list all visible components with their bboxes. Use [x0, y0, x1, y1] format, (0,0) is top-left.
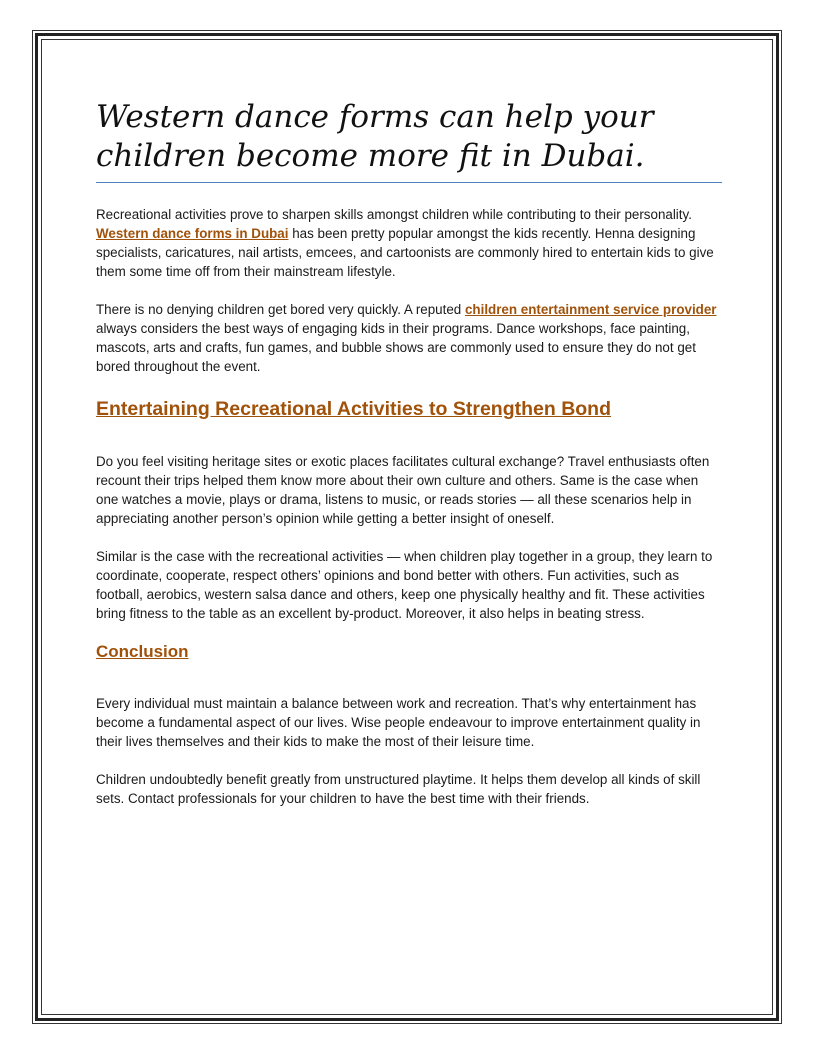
document-body	[96, 98, 722, 808]
western-dance-link[interactable]: Western dance forms in Dubai	[96, 226, 289, 241]
document-title: Western dance forms can help your children become more fit in Dubai.	[96, 98, 722, 183]
boredom-paragraph	[96, 300, 722, 376]
closing-paragraph: Children undoubtedly benefit greatly from unstructured playtime. It helps them develop all kinds of skill sets. Contact professionals for your children to have the best time with their friends.	[96, 772, 701, 806]
heritage-paragraph: Do you feel visiting heritage sites or exotic places facilitates cultural exchange? Travel enthusiasts often recount their trips helped them know more about their own culture and others. Same is the case when one watches a movie, plays or drama, listens to music, or reads stories — all these scenarios help in appreciating another person’s opinion while getting a better insight of oneself.	[96, 454, 710, 526]
recreational-paragraph: Similar is the case with the recreational activities — when children play together in a group, they learn to coordinate, cooperate, respect others’ opinions and bond better with others. Fun activities, such as football, aerobics, western salsa dance and others, keep one physically healthy and fit. These activities bring fitness to the table as an excellent by-product. Moreover, it also helps in beating stress.	[96, 549, 713, 621]
boredom-text-after: always considers the best ways of engaging kids in their programs. Dance workshops, face painting, mascots, arts and crafts, fun games, and bubble shows are commonly used to ensure they do not get bored throughout the event.	[96, 321, 696, 374]
intro-text-after: has been pretty popular amongst the kids recently. Henna designing specialists, caricatures, nail artists, emcees, and cartoonists are commonly hired to entertain kids to give them some time off from their mainstream lifestyle.	[96, 226, 714, 279]
entertainment-provider-link[interactable]: children entertainment service provider	[464, 302, 717, 317]
section-heading-recreational: Entertaining Recreational Activities to Strengthen Bond	[96, 398, 612, 420]
intro-text-before: Recreational activities prove to sharpen skills amongst children while contributing to their personality.	[96, 207, 692, 222]
balance-paragraph: Every individual must maintain a balance between work and recreation. That’s why entertainment has become a fundamental aspect of our lives. Wise people endeavour to improve entertainment quality in their lives themselves and their kids to make the most of their leisure time.	[96, 696, 701, 749]
boredom-text-before: There is no denying children get bored very quickly. A reputed	[96, 302, 465, 317]
intro-paragraph	[96, 205, 722, 281]
section-heading-conclusion: Conclusion	[96, 642, 189, 661]
